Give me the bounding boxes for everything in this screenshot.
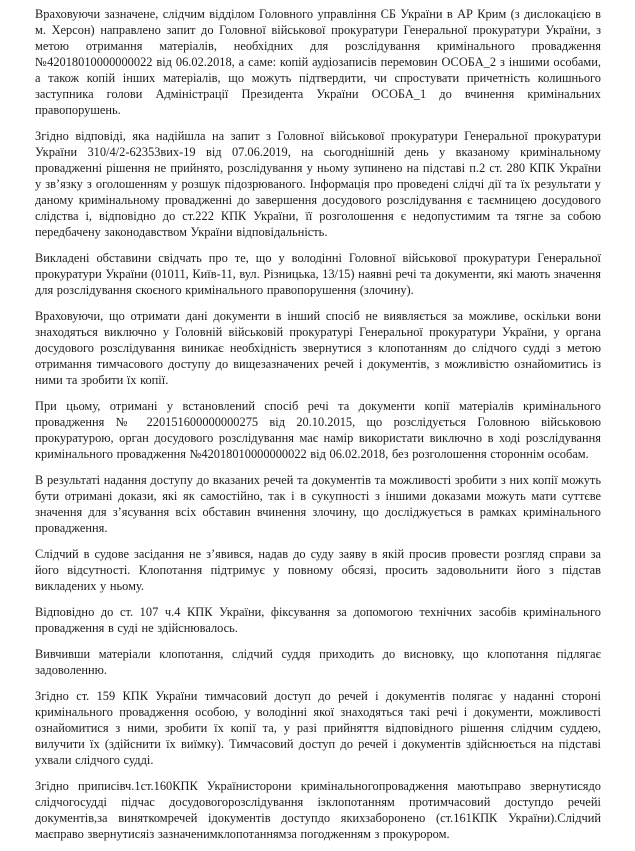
paragraph-intended-use: При цьому, отримані у встановлений спосіб речі та документи копії матеріалів кримінального провадження № 220151600000000275 від 20.10.2015, що розслідується Головною військовою прокуратурою, орган досудового розслідування має намір використати виключно в ході розслідування кримінального провадження №42018010000000022 від 06.02.2018, без розголошення стороннім особам. [35,399,601,461]
paragraph-article-159: Згідно ст. 159 КПК України тимчасовий доступ до речей і документів полягає у наданні стороні кримінального провадження особою, у володінні якої знаходяться такі речі і документи, можливості ознайомитися з ними, зробити їх копії та, у разі прийняття відповідного рішення слідчим суддею, вилучити їх (здійснити їх виїмку). Тимчасовий доступ до речей і документів здійснюється на підставі ухвали слідчого судді. [35,689,601,767]
paragraph-article-160: Згідно приписівч.1ст.160КПК Українисторони кримінальногопровадження маютьправо звернутисядо слідчогосудді підчас досудовогорозслідування ізклопотанням протимчасовий доступдо речейі документів,за виняткомречей ідокументів доступдо якихзаборонено (ст.161КПК України).Слідчий маєправо звернутисяіз зазначенимклопотаннямза погодженням з прокурором. [35,779,601,841]
paragraph-request-to-prosecutor: Враховуючи зазначене, слідчим відділом Головного управління СБ України в АР Крим (з дислокацією в м. Херсон) направлено запит до Головної військової прокуратури Генеральної прокуратури України, з метою отримання матеріалів, необхідних для розслідування кримінального провадження №42018010000000022 від 06.02.2018, а саме: копій аудіозаписів перемовин ОСОБА_2 з іншими особами, а також копій інших матеріалів, що можуть підтвердити, чи спростувати причетність колишнього заступника голови Адміністрації Президента України ОСОБА_1 до вчинення кримінальних правопорушень. [35,7,601,117]
paragraph-evidence-significance: В результаті надання доступу до вказаних речей та документів та можливості зробити з них копії можуть бути отримані докази, які як самостійно, так і в сукупності з іншими доказами можуть мати суттєве значення для з’ясування всіх обставин вчинення злочину, що досліджується в рамках кримінального провадження. [35,473,601,535]
paragraph-judge-conclusion: Вивчивши матеріали клопотання, слідчий суддя приходить до висновку, що клопотання підлягає задоволенню. [35,647,601,677]
paragraph-response-secrecy: Згідно відповіді, яка надійшла на запит з Головної військової прокуратури Генеральної прокуратури України 310/4/2-62353вих-19 від 07.06.2019, на сьогоднішній день у вказаному кримінальному провадженні рішення не прийнято, розслідування у ньому зупинено на підставі п.2 ст. 280 КПК України у зв’язку з оголошенням у розшук підозрюваного. Інформація про проведені слідчі дії та їх результати у даному кримінальному провадженні до завершення досудового розслідування є таємницею досудового слідства і, відповідно до ст.222 КПК України, її розголошення є недопустимим та тягне за собою передбачену законодавством України відповідальність. [35,129,601,239]
paragraph-items-in-possession: Викладені обставини свідчать про те, що у володінні Головної військової прокуратури Генеральної прокуратури України (01011, Київ-11, вул. Різницька, 13/15) наявні речі та документи, які мають значення для розслідування скоєного кримінального правопорушення (злочину). [35,251,601,297]
paragraph-investigator-absence: Слідчий в судове засідання не з’явився, надав до суду заяву в якій просив провести розгляд справи за його відсутності. Клопотання підтримує у повному обсязі, просить задовольнити його з підстав викладених у ньому. [35,547,601,593]
paragraph-need-for-access: Враховуючи, що отримати дані документи в інший спосіб не виявляється за можливе, оскільки вони знаходяться виключно у Головній військовій прокуратурі Генеральної прокуратури України, у органа досудового розслідування виникає необхідність звернутися з клопотанням до слідчого судді з метою отримання тимчасового доступу до вищезазначених речей і документів, з можливістю ознайомитись із ними та зробити їх копії. [35,309,601,387]
paragraph-no-technical-recording: Відповідно до ст. 107 ч.4 КПК України, фіксування за допомогою технічних засобів кримінального провадження в суді не здійснювалось. [35,605,601,635]
